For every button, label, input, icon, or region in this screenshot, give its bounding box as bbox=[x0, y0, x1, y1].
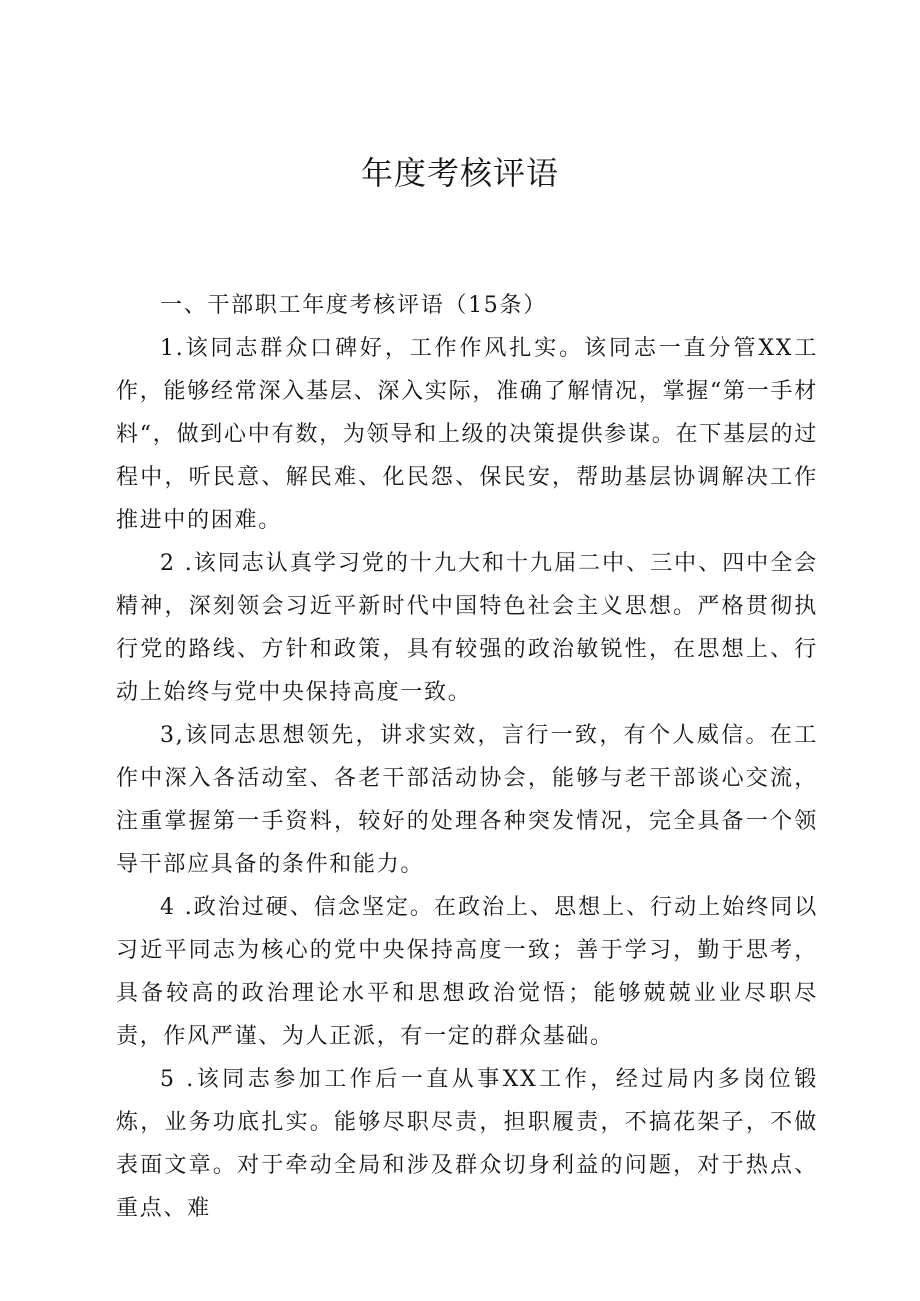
document-body bbox=[116, 284, 818, 1230]
document-title: 年度考核评语 bbox=[360, 154, 559, 192]
paragraph-1: 1.该同志群众口碑好，工作作风扎实。该同志一直分管XX工作，能够经常深入基层、深入实际，准确了解情况，掌握“第一手材料“，做到心中有数，为领导和上级的决策提供参谋。在下基层的过程中，听民意、解民难、化民怨、保民安，帮助基层协调解决工作推进中的困难。 bbox=[116, 336, 818, 533]
paragraph-5: 5 .该同志参加工作后一直从事XX工作，经过局内多岗位锻炼，业务功底扎实。能够尽职尽责，担职履责，不搞花架子，不做表面文章。对于牵动全局和涉及群众切身利益的问题，对于热点、重点、难 bbox=[116, 1067, 818, 1221]
section-heading: 一、干部职工年度考核评语（15条） bbox=[160, 293, 547, 318]
paragraph-4: 4 .政治过硬、信念坚定。在政治上、思想上、行动上始终同以习近平同志为核心的党中央保持高度一致；善于学习，勤于思考，具备较高的政治理论水平和思想政治觉悟；能够兢兢业业尽职尽责，作风严谨、为人正派，有一定的群众基础。 bbox=[116, 895, 818, 1049]
paragraph-3: 3,该同志思想领先，讲求实效，言行一致，有个人威信。在工作中深入各活动室、各老干部活动协会，能够与老干部谈心交流，注重掌握第一手资料，较好的处理各种突发情况，完全具备一个领导干部应具备的条件和能力。 bbox=[116, 723, 818, 877]
paragraph-2: 2 .该同志认真学习党的十九大和十九届二中、三中、四中全会精神，深刻领会习近平新时代中国特色社会主义思想。严格贯彻执行党的路线、方针和政策，具有较强的政治敏锐性，在思想上、行动上始终与党中央保持高度一致。 bbox=[116, 551, 818, 705]
